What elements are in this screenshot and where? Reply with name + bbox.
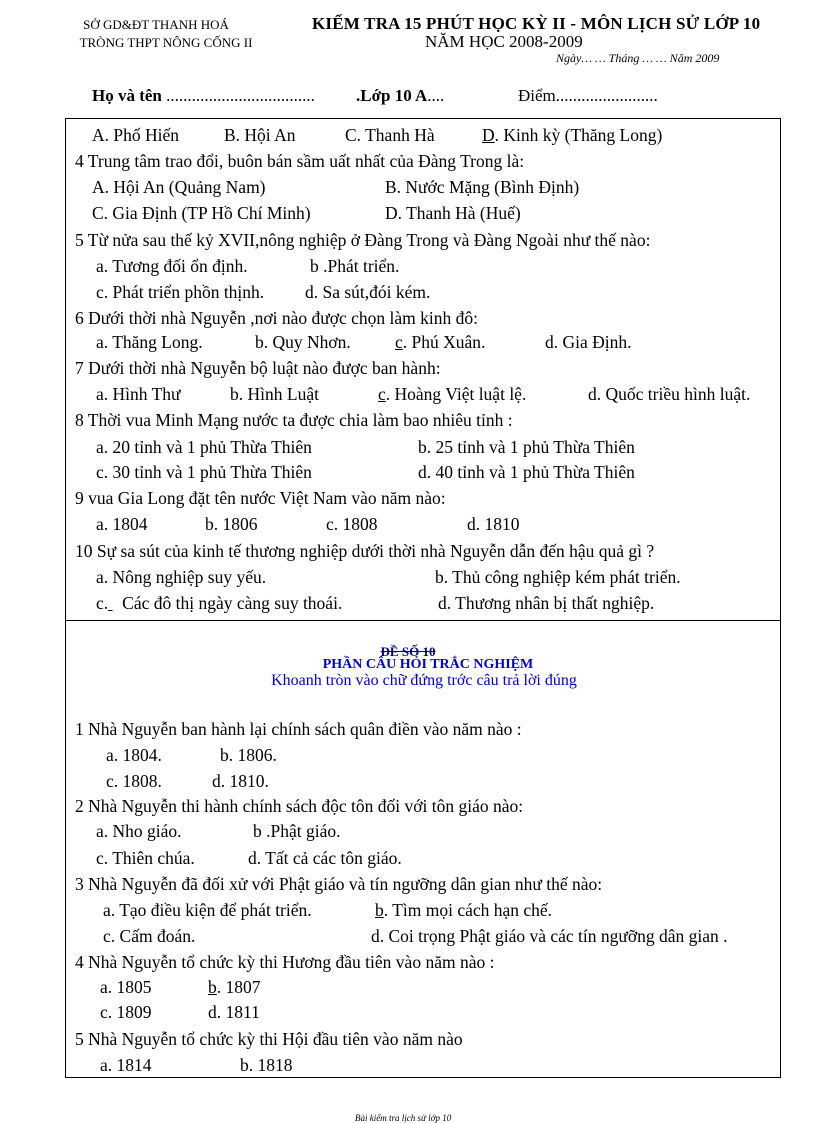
q6-option-b: b. Quy Nhơn. bbox=[255, 332, 351, 352]
q3-option-c: C. Thanh Hà bbox=[345, 125, 435, 145]
p2-q5-option-a: a. 1814 bbox=[100, 1055, 152, 1075]
q6-option-d: d. Gia Định. bbox=[545, 332, 632, 352]
q8-option-d: d. 40 tỉnh và 1 phủ Thừa Thiên bbox=[418, 462, 635, 482]
p2-q5-text: 5 Nhà Nguyễn tổ chức kỳ thi Hội đầu tiên vào năm nào bbox=[75, 1029, 463, 1049]
score-blank: ........................ bbox=[555, 86, 658, 105]
p2-q2-option-b: b .Phật giáo. bbox=[253, 821, 341, 841]
q8-option-a: a. 20 tỉnh và 1 phủ Thừa Thiên bbox=[96, 437, 312, 457]
q7-text: 7 Dưới thời nhà Nguyễn bộ luật nào được ban hành: bbox=[75, 358, 441, 378]
q6-option-c-text: . Phú Xuân. bbox=[402, 332, 486, 352]
p2-q3-option-b-text: . Tìm mọi cách hạn chế. bbox=[383, 900, 553, 920]
p2-q4-option-b-letter: b bbox=[208, 977, 217, 997]
q3-option-d-text: . Kinh kỳ (Thăng Long) bbox=[494, 125, 663, 145]
q7-option-c bbox=[378, 381, 526, 407]
p2-q4-option-c: c. 1809 bbox=[100, 1002, 152, 1022]
q3-option-a: A. Phố Hiến bbox=[92, 125, 180, 145]
q4-option-c: C. Gia Định (TP Hồ Chí Minh) bbox=[92, 203, 311, 223]
q3-option-d bbox=[482, 122, 662, 148]
score-label: Điểm bbox=[518, 86, 556, 105]
q5-option-a: a. Tương đối ổn định. bbox=[96, 256, 248, 276]
q9-option-a: a. 1804 bbox=[96, 514, 148, 534]
q3-option-d-letter: D bbox=[482, 125, 495, 145]
q10-option-a: a. Nông nghiệp suy yếu. bbox=[96, 567, 267, 587]
q10-option-b: b. Thủ công nghiệp kém phát triển. bbox=[435, 567, 681, 587]
p2-q1-text: 1 Nhà Nguyễn ban hành lại chính sách quân điền vào năm nào : bbox=[75, 719, 522, 739]
q8-text: 8 Thời vua Minh Mạng nước ta được chia làm bao nhiêu tỉnh : bbox=[75, 410, 513, 430]
q5-text: 5 Từ nửa sau thế kỷ XVII,nông nghiệp ở Đàng Trong và Đàng Ngoài như thế nào: bbox=[75, 230, 651, 250]
p2-q3-text: 3 Nhà Nguyễn đã đối xử với Phật giáo và tín ngưỡng dân gian như thế nào: bbox=[75, 874, 603, 894]
exam-date: Ngày… … Tháng … … Năm 2009 bbox=[556, 51, 720, 65]
p2-q1-option-d: d. 1810. bbox=[212, 771, 269, 791]
p2-q4-text: 4 Nhà Nguyễn tổ chức kỳ thi Hương đầu tiên vào năm nào : bbox=[75, 952, 495, 972]
q5-option-b: b .Phát triển. bbox=[310, 256, 400, 276]
q4-option-d: D. Thanh Hà (Huế) bbox=[385, 203, 521, 223]
q5-option-d: d. Sa sút,đói kém. bbox=[305, 282, 431, 302]
section-title: PHẦN CÂU HỎI TRẮC NGHIỆM bbox=[322, 657, 534, 672]
q7-option-b: b. Hình Luật bbox=[230, 384, 319, 404]
student-name-field bbox=[92, 86, 315, 106]
q7-option-c-letter: c bbox=[378, 384, 386, 404]
q10-option-c-letter: c. bbox=[96, 593, 109, 613]
p2-q4-option-a: a. 1805 bbox=[100, 977, 152, 997]
q5-option-c: c. Phát triển phồn thịnh. bbox=[96, 282, 265, 302]
q7-option-a: a. Hình Thư bbox=[96, 384, 181, 404]
school-name: TRÒNG THPT NÔNG CỐNG II bbox=[79, 35, 253, 50]
page-footer: Bài kiểm tra lịch sử lớp 10 bbox=[355, 1113, 452, 1123]
p2-q2-option-d: d. Tất cả các tôn giáo. bbox=[248, 848, 402, 868]
p2-q3-option-b bbox=[375, 897, 552, 923]
section-code: ĐỀ SỐ 10 bbox=[380, 644, 436, 659]
section-divider bbox=[65, 620, 781, 621]
q4-text: 4 Trung tâm trao đổi, buôn bán sầm uất nhất của Đàng Trong là: bbox=[75, 151, 525, 171]
section-instruction: Khoanh tròn vào chữ đứng trớc câu trả lời đúng bbox=[271, 672, 577, 689]
p2-q1-option-c: c. 1808. bbox=[106, 771, 162, 791]
p2-q2-option-a: a. Nho giáo. bbox=[96, 821, 182, 841]
q6-option-c bbox=[395, 329, 485, 355]
q9-option-b: b. 1806 bbox=[205, 514, 258, 534]
class-blank: .... bbox=[427, 86, 445, 105]
q6-option-c-letter: c bbox=[395, 332, 403, 352]
name-blank: ................................... bbox=[161, 86, 315, 105]
q10-option-c-blank bbox=[108, 590, 122, 616]
p2-q1-option-b: b. 1806. bbox=[220, 745, 277, 765]
q6-text: 6 Dưới thời nhà Nguyễn ,nơi nào được chọn làm kinh đô: bbox=[75, 308, 479, 328]
q9-option-c: c. 1808 bbox=[326, 514, 378, 534]
q9-option-d: d. 1810 bbox=[467, 514, 520, 534]
q4-option-a: A. Hội An (Quảng Nam) bbox=[92, 177, 266, 197]
q3-option-b: B. Hội An bbox=[224, 125, 296, 145]
q7-option-c-text: . Hoàng Việt luật lệ. bbox=[385, 384, 527, 404]
p2-q4-option-b-text: . 1807 bbox=[216, 977, 261, 997]
score-field bbox=[518, 86, 658, 106]
q4-option-b: B. Nước Mặng (Bình Định) bbox=[385, 177, 580, 197]
p2-q2-option-c: c. Thiên chúa. bbox=[96, 848, 195, 868]
p2-q3-option-a: a. Tạo điều kiện để phát triển. bbox=[103, 900, 312, 920]
department-name: SỞ GD&ĐT THANH HOÁ bbox=[83, 17, 229, 32]
q10-text: 10 Sự sa sút của kinh tế thương nghiệp dưới thời nhà Nguyễn dẫn đến hậu quả gì ? bbox=[75, 541, 655, 561]
q7-option-d: d. Quốc triều hình luật. bbox=[588, 384, 751, 404]
p2-q4-option-b bbox=[208, 974, 261, 1000]
class-label: .Lớp 10 A bbox=[356, 86, 428, 105]
q9-text: 9 vua Gia Long đặt tên nước Việt Nam vào năm nào: bbox=[75, 488, 446, 508]
p2-q5-option-b: b. 1818 bbox=[240, 1055, 293, 1075]
q10-option-d: d. Thương nhân bị thất nghiệp. bbox=[438, 593, 655, 613]
q8-option-b: b. 25 tỉnh và 1 phủ Thừa Thiên bbox=[418, 437, 635, 457]
exam-title: KIỂM TRA 15 PHÚT HỌC KỲ II - MÔN LỊCH SỬ LỚP 10 bbox=[312, 14, 761, 33]
school-year: NĂM HỌC 2008-2009 bbox=[425, 32, 583, 51]
class-field bbox=[356, 86, 444, 106]
p2-q3-option-b-letter: b bbox=[375, 900, 384, 920]
q10-option-c-text: Các đô thị ngày càng suy thoái. bbox=[122, 593, 343, 613]
name-label: Họ và tên bbox=[92, 86, 162, 105]
p2-q3-option-d: d. Coi trọng Phật giáo và các tín ngưỡng dân gian . bbox=[371, 926, 728, 946]
q10-option-c bbox=[96, 590, 342, 616]
p2-q4-option-d: d. 1811 bbox=[208, 1002, 260, 1022]
p2-q2-text: 2 Nhà Nguyễn thi hành chính sách độc tôn đối với tôn giáo nào: bbox=[75, 796, 524, 816]
q6-option-a: a. Thăng Long. bbox=[96, 332, 203, 352]
p2-q1-option-a: a. 1804. bbox=[106, 745, 162, 765]
q8-option-c: c. 30 tỉnh và 1 phủ Thừa Thiên bbox=[96, 462, 312, 482]
p2-q3-option-c: c. Cấm đoán. bbox=[103, 926, 196, 946]
